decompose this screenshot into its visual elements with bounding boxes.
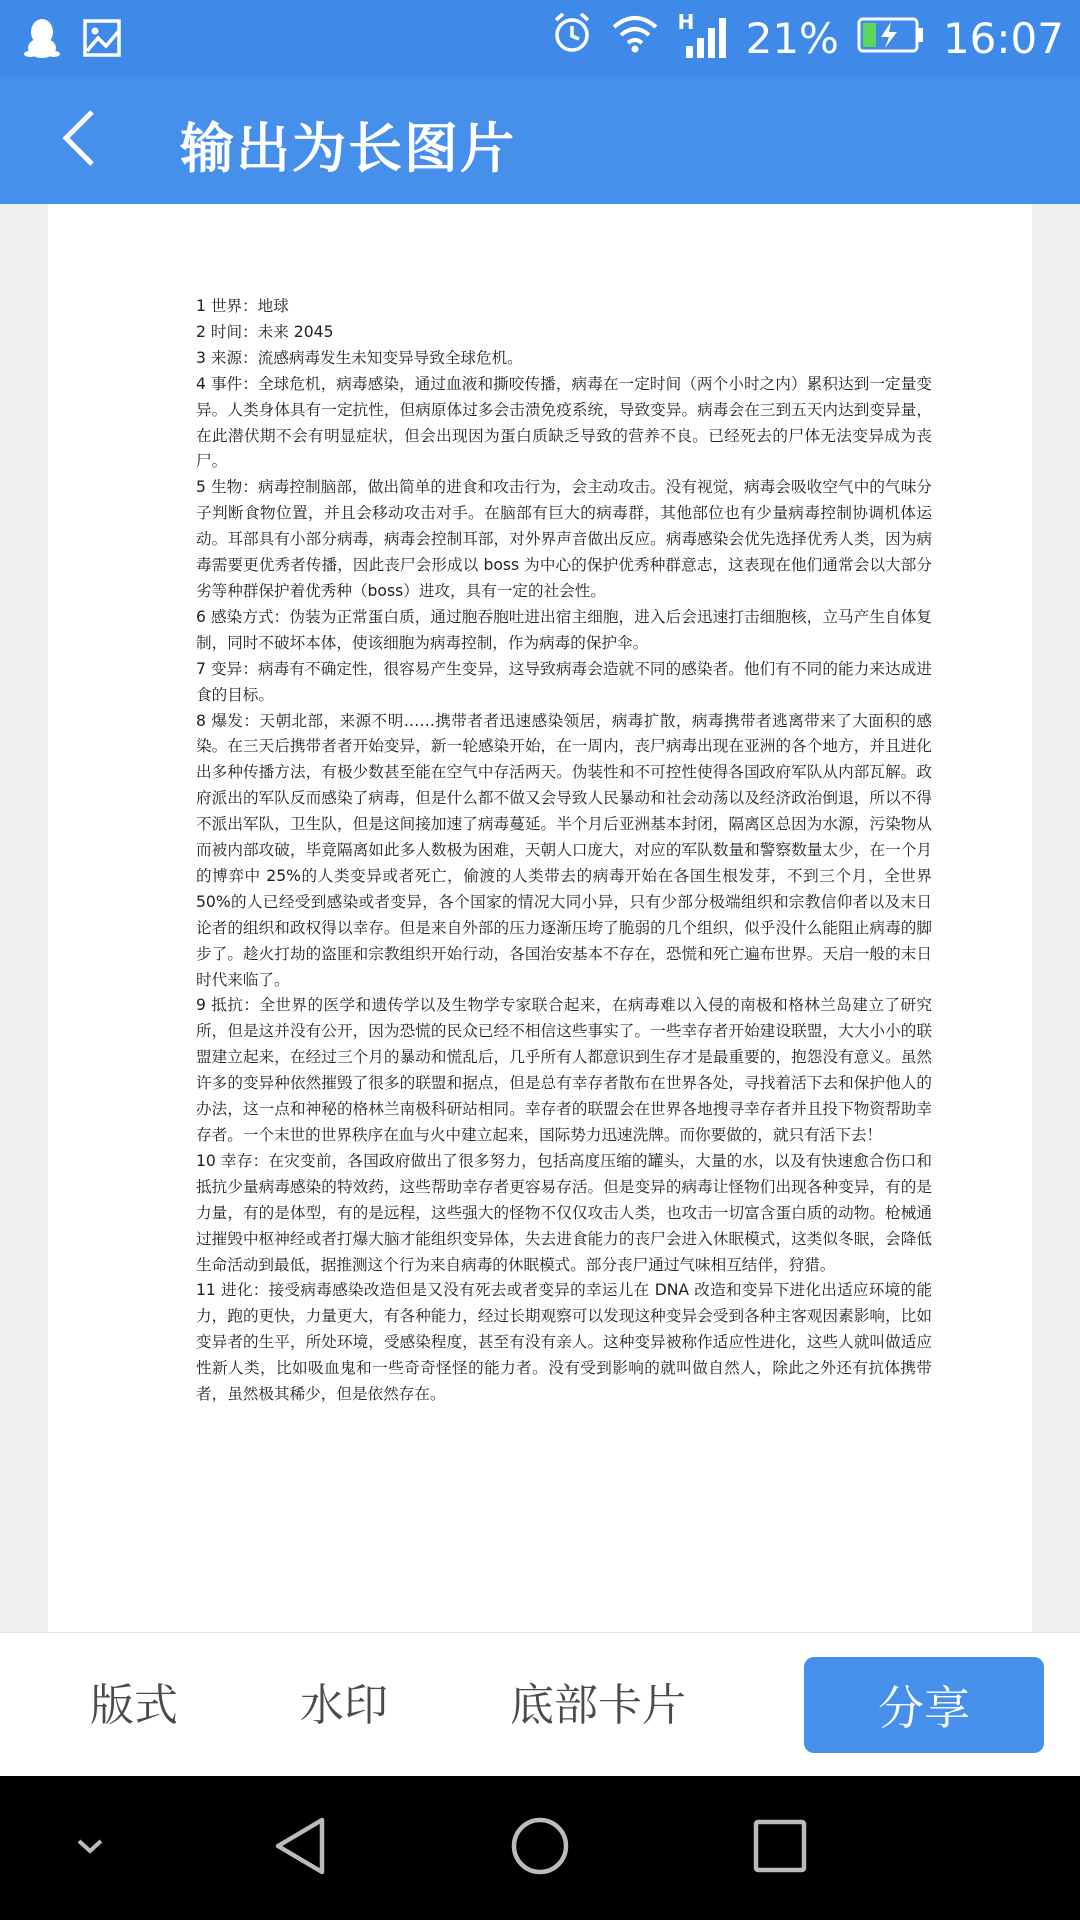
system-nav-bar <box>0 1776 1080 1920</box>
back-button[interactable] <box>48 106 108 174</box>
paragraph-3: 3 来源：流感病毒发生未知变异导致全球危机。 <box>196 348 523 367</box>
signal-icon <box>677 10 728 60</box>
clock-time: 16:07 <box>942 13 1064 63</box>
paragraph-11: 11 进化：接受病毒感染改造但是又没有死去或者变异的幸运儿在 DNA 改造和变异下进化出适应环境的能力，跑的更快，力量更大，有各种能力，经过长期观察可以发现这种变异会受到各种主客观因素影响，比如变异者的生平，所处环境，受感染程度，甚至有没有亲人。这种变异被称作适应性进化，这些人就叫做适应性新人类，比如吸血鬼和一些奇奇怪怪的能力者。没有受到影响的就叫做自然人，除此之外还有抗体携带者，虽然极其稀少，但是依然存在。 <box>196 1281 932 1404</box>
bottom-action-bar <box>0 1632 1080 1777</box>
paragraph-8: 8 爆发：天朝北部，来源不明……携带者者迅速感染领居，病毒扩散，病毒携带者逃离带来了大面积的感染。在三天后携带者者开始变异，新一轮感染开始，在一周内，丧尸病毒出现在亚洲的各个地方，并且进化出多种传播方法，有极少数甚至能在空气中存活两天。伪装性和不可控性使得各国政府军队从内部瓦解。政府派出的军队反而感染了病毒，但是什么都不做又会导致人民暴动和社会动荡以及经济政治倒退，所以不得不派出军队，卫生队，但是这间接加速了病毒蔓延。半个月后亚洲基本封闭，隔离区总因为水源，污染物从而被内部攻破，毕竟隔离如此多人数极为困难，天朝人口庞大，对应的军队数量和警察数量太少，在一个月的博弈中 25%的人类变异或者死亡，偷渡的人类带去的病毒开始在各国生根发芽，不到三个月，全世界 50%的人已经受到感染或者变异，各个国家的情况大同小异，只有少部分极端组织和宗教信仰者以及末日论者的组织和政权得以幸存。但是来自外部的压力逐渐压垮了脆弱的几个组织，似乎没什么能阻止病毒的脚步了。趁火打劫的盗匪和宗教组织开始行动，各国治安基本不存在，恐慌和死亡遍布世界。天启一般的末日时代来临了。 <box>196 711 932 989</box>
status-bar <box>0 0 1080 76</box>
paragraph-2: 2 时间：未来 2045 <box>196 322 334 341</box>
network-type-label: H <box>677 10 695 34</box>
hide-nav-button[interactable] <box>54 1812 126 1884</box>
chevron-down-icon <box>75 1836 105 1860</box>
battery-icon <box>857 14 925 63</box>
paragraph-6: 6 感染方式：伪装为正常蛋白质，通过胞吞胞吐进出宿主细胞，进入后会迅速打击细胞核，立马产生自体复制，同时不破坏本体，使该细胞为病毒控制，作为病毒的保护伞。 <box>196 607 932 652</box>
paragraph-5: 5 生物：病毒控制脑部，做出简单的进食和攻击行为，会主动攻击。没有视觉，病毒会吸收空气中的气味分子判断食物位置，并且会移动攻击对手。在脑部有巨大的病毒群，其他部位也有少量病毒控制协调机体运动。耳部具有小部分病毒，病毒会控制耳部，对外界声音做出反应。病毒感染会优先选择优秀人类，因为病毒需要更优秀者传播，因此丧尸会形成以 boss 为中心的保护优秀种群意志，这表现在他们通常会以大部分劣等种群保护着优秀种（boss）进攻，具有一定的社会性。 <box>196 478 932 600</box>
nav-home-icon <box>510 1816 570 1880</box>
document-text <box>196 294 932 1408</box>
nav-home-button[interactable] <box>504 1812 576 1884</box>
nav-back-icon <box>272 1816 328 1880</box>
nav-recents-icon <box>752 1818 808 1878</box>
long-image-page <box>48 204 1032 1632</box>
format-button[interactable]: 版式 <box>90 1680 178 1731</box>
wifi-icon <box>610 13 660 63</box>
qq-icon <box>24 16 60 64</box>
nav-back-button[interactable] <box>264 1812 336 1884</box>
back-arrow-icon <box>58 108 98 172</box>
paragraph-1: 1 世界：地球 <box>196 297 289 315</box>
status-right-icons <box>552 12 1064 64</box>
share-button[interactable]: 分享 <box>804 1657 1044 1753</box>
page-title: 输出为长图片 <box>180 117 516 180</box>
preview-area[interactable] <box>0 204 1080 1632</box>
nav-recents-button[interactable] <box>744 1812 816 1884</box>
image-icon <box>82 18 122 62</box>
battery-percent: 21% <box>745 13 839 63</box>
status-left-icons <box>24 16 122 64</box>
watermark-button[interactable]: 水印 <box>300 1680 388 1731</box>
app-bar <box>0 76 1080 204</box>
alarm-icon <box>552 12 592 64</box>
paragraph-10: 10 幸存：在灾变前，各国政府做出了很多努力，包括高度压缩的罐头，大量的水，以及有快速愈合伤口和抵抗少量病毒感染的特效药，这些帮助幸存者更容易存活。但是变异的病毒让怪物们出现各种变异，有的是力量，有的是体型，有的是远程，这些强大的怪物不仅仅攻击人类，也攻击一切富含蛋白质的动物。枪械通过摧毁中枢神经或者打爆大脑才能组织变异体，失去进食能力的丧尸会进入休眠模式，这类似冬眠，会降低生命活动到最低，据推测这个行为来自病毒的休眠模式。部分丧尸通过气味相互结伴，狩猎。 <box>196 1151 932 1274</box>
paragraph-4: 4 事件：全球危机，病毒感染，通过血液和撕咬传播，病毒在一定时间（两个小时之内）累积达到一定量变异。人类身体具有一定抗性，但病原体过多会击溃免疫系统，导致变异。病毒会在三到五天内达到变异量，在此潜伏期不会有明显症状，但会出现因为蛋白质缺乏导致的营养不良。已经死去的尸体无法变异成为丧尸。 <box>196 374 932 471</box>
paragraph-7: 7 变异：病毒有不确定性，很容易产生变异，这导致病毒会造就不同的感染者。他们有不同的能力来达成进食的目标。 <box>196 659 932 704</box>
paragraph-9: 9 抵抗：全世界的医学和遗传学以及生物学专家联合起来，在病毒难以入侵的南极和格林兰岛建立了研究所，但是这并没有公开，因为恐慌的民众已经不相信这些事实了。一些幸存者开始建设联盟，大大小小的联盟建立起来，在经过三个月的暴动和慌乱后，几乎所有人都意识到生存才是最重要的，抱怨没有意义。虽然许多的变异种依然摧毁了很多的联盟和据点，但是总有幸存者散布在世界各处，寻找着活下去和保护他人的办法，这一点和神秘的格林兰南极科研站相同。幸存者的联盟会在世界各地搜寻幸存者并且投下物资帮助幸存者。一个末世的世界秩序在血与火中建立起来，国际势力迅速洗牌。而你要做的，就只有活下去！ <box>196 996 932 1144</box>
footer-card-button[interactable]: 底部卡片 <box>510 1680 686 1731</box>
